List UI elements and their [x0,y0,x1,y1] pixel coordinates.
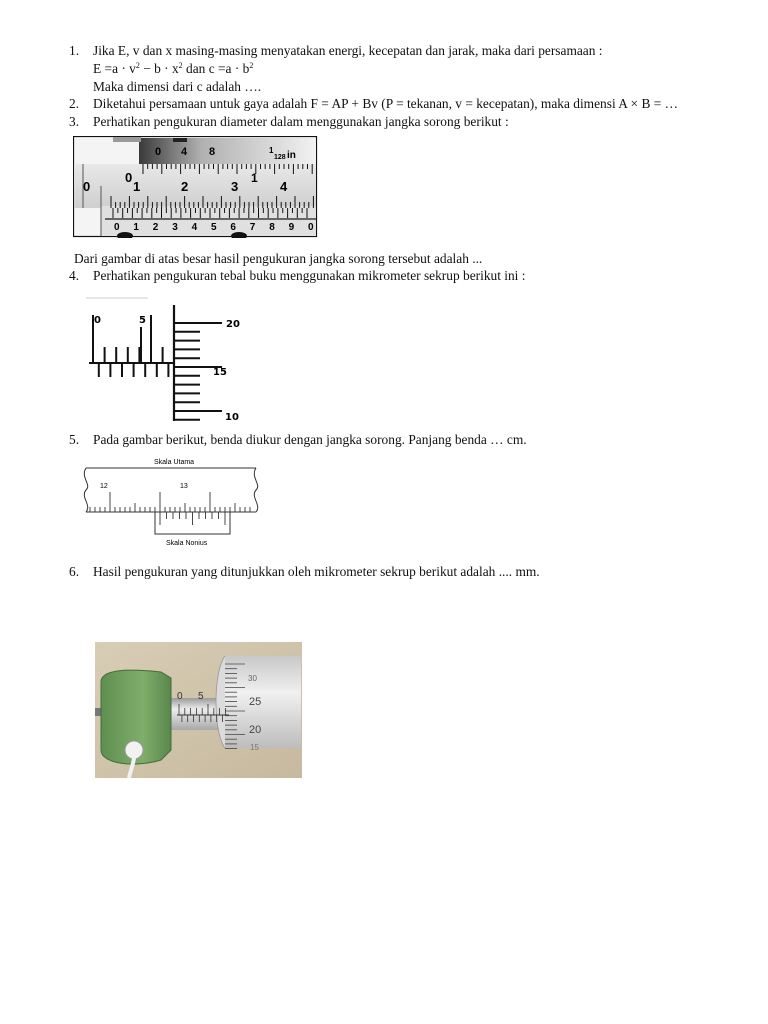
inch-main-3: 3 [231,179,239,194]
q3-number: 3. [69,114,80,129]
eq-part-e: E =a · v [93,61,136,76]
inch-vernier-1: 1 [251,171,258,185]
q1-number: 1. [69,43,80,58]
q2-number: 2. [69,96,80,111]
inch-unit-num: 1 [269,146,274,155]
eq-sup-1: 2 [135,61,140,70]
inch-unit-den: 128 [274,154,286,161]
vernier-scale-diagram [80,455,265,550]
cm-scale-label: 1 [133,222,139,233]
cm-scale-label: 9 [288,222,295,233]
inch-unit-suffix: in [287,150,296,161]
q2-text: Diketahui persamaan untuk gaya adalah F = AP + Bv (P = tekanan, v = kecepatan), maka dimensi A × B = … [93,96,679,111]
q6-text: Hasil pengukuran yang ditunjukkan oleh mikrometer sekrup berikut adalah .... mm. [93,564,540,579]
q1-text: Jika E, v dan x masing-masing menyatakan energi, kecepatan dan jarak, maka dari persamaan : [93,43,603,58]
eq-part-b: − b · x [139,61,179,76]
cm-scale-label: 0 [114,222,120,233]
micrometer-photo [95,642,302,778]
thimble-label-15: 15 [250,743,259,752]
thimble-label-15: 15 [213,367,227,378]
inch-main-zero: 0 [83,179,91,194]
eq-sup-2: 2 [178,61,183,70]
cm-scale-label: 7 [249,222,256,233]
micrometer-diagram [82,297,247,425]
inch-main-4: 4 [280,179,288,194]
inch-top-0: 0 [155,146,162,158]
eq-sup-3: 2 [249,61,254,70]
q1-equation [93,61,253,77]
q4-number: 4. [69,268,80,283]
thimble-label-20: 20 [226,319,240,330]
q3-text: Perhatikan pengukuran diameter dalam menggunakan jangka sorong berikut : [93,114,509,129]
inch-top-8: 8 [209,146,216,158]
main-label-0: 0 [94,315,101,326]
vernier-scale-title: Skala Nonius [166,540,208,547]
cm-scale-label: 3 [172,222,178,233]
cm-scale-label: 2 [152,222,159,233]
main-label-13: 13 [180,483,188,490]
main-label-12: 12 [100,483,108,490]
cm-scale-label: 6 [230,222,236,233]
thimble-label-20: 20 [249,724,262,736]
inch-top-4: 4 [181,146,188,158]
inch-main-2: 2 [181,179,189,194]
q3-after: Dari gambar di atas besar hasil pengukuran jangka sorong tersebut adalah ... [74,251,483,266]
cm-scale-label: 5 [211,222,217,233]
q6-number: 6. [69,564,80,579]
q1-follow: Maka dimensi dari c adalah …. [93,79,262,94]
sleeve-label-0: 0 [177,691,183,702]
caliper-figure [73,136,318,238]
q5-number: 5. [69,432,80,447]
q4-text: Perhatikan pengukuran tebal buku menggunakan mikrometer sekrup berikut ini : [93,268,526,283]
thimble-label-25: 25 [249,696,262,708]
sleeve-label-5: 5 [198,691,204,702]
inch-main-1: 1 [133,179,141,194]
cm-scale-label: 0 [308,222,314,233]
thimble-label-30: 30 [248,674,257,683]
main-scale-title: Skala Utama [154,459,195,466]
cm-scale-label: 8 [269,222,275,233]
inch-vernier-0: 0 [125,170,133,185]
eq-part-c: dan c =a · b [182,61,250,76]
cm-scale-label: 4 [191,222,198,233]
main-label-5: 5 [139,315,146,326]
thimble-label-10: 10 [225,412,239,423]
q5-text: Pada gambar berikut, benda diukur dengan jangka sorong. Panjang benda … cm. [93,432,527,447]
